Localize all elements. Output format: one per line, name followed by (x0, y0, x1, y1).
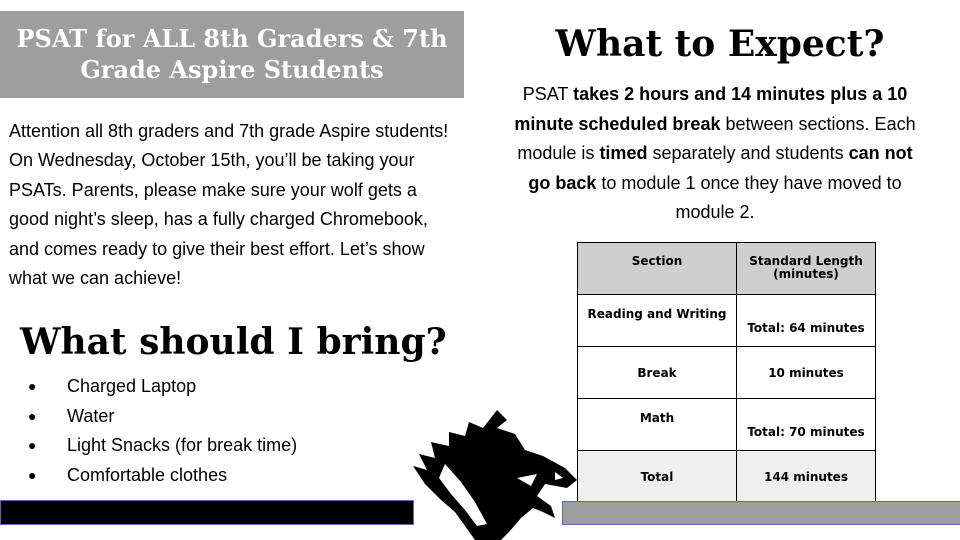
expect-text-2: takes 2 hours and 14 minutes plus a 10 minute scheduled break (514, 84, 908, 134)
list-item-label: Charged Laptop (67, 376, 197, 396)
bullet-icon: ● (28, 466, 37, 483)
title-line-2: Grade Aspire Students (80, 55, 384, 84)
bring-heading: What should I bring? (20, 321, 447, 363)
table-row (578, 295, 876, 347)
list-item-label: Light Snacks (for break time) (67, 435, 298, 455)
bullet-icon: ● (28, 407, 37, 424)
table-row (578, 451, 876, 503)
list-item-label: Water (67, 405, 115, 426)
list-item (28, 431, 297, 461)
expect-heading: What to Expect? (555, 23, 885, 65)
table-row (578, 399, 876, 451)
cell-length: 10 minutes (737, 347, 876, 399)
cell-section: Reading and Writing (578, 295, 737, 347)
title-banner (0, 11, 464, 98)
cell-length: 144 minutes (737, 451, 876, 503)
bullet-icon: ● (28, 378, 37, 394)
expect-paragraph (505, 80, 925, 228)
footer-bar-right (562, 501, 960, 525)
bullet-icon: ● (28, 437, 37, 453)
table-header-row (578, 243, 876, 295)
table-row (578, 347, 876, 399)
list-item (28, 461, 297, 491)
cell-length: Total: 70 minutes (737, 399, 876, 451)
expect-text-4: timed (599, 143, 648, 163)
list-item (28, 372, 297, 402)
cell-section: Total (578, 451, 737, 503)
psat-times-table (577, 242, 876, 503)
expect-text-3: between sections. Each module is (517, 113, 916, 163)
cell-length: Total: 64 minutes (737, 295, 876, 347)
header-length: Standard Length (minutes) (737, 243, 876, 295)
title-line-1: PSAT for ALL 8th Graders & 7th (16, 24, 448, 53)
expect-text-1: PSAT (522, 84, 574, 104)
expect-text-7: to module 1 once they have moved to module 2. (596, 172, 902, 222)
cell-section: Break (578, 347, 737, 399)
list-item (28, 402, 297, 432)
intro-paragraph: Attention all 8th graders and 7th grade Aspire students! On Wednesday, October 15th, you’ll be taking your PSATs. Parents, please make sure your wolf gets a good night’s sleep, has a fully charged Chromebook, and comes ready to give their best effort. Let’s show what we can achieve! (9, 121, 449, 289)
expect-text-6: can not go back (528, 143, 913, 193)
bring-list (28, 372, 297, 490)
cell-section: Math (578, 399, 737, 451)
header-section: Section (578, 243, 737, 295)
footer-bar-left (0, 500, 414, 525)
list-item-label: Comfortable clothes (67, 464, 228, 485)
wolf-head-logo-icon (405, 406, 585, 540)
expect-text-5: separately and students (647, 143, 849, 163)
